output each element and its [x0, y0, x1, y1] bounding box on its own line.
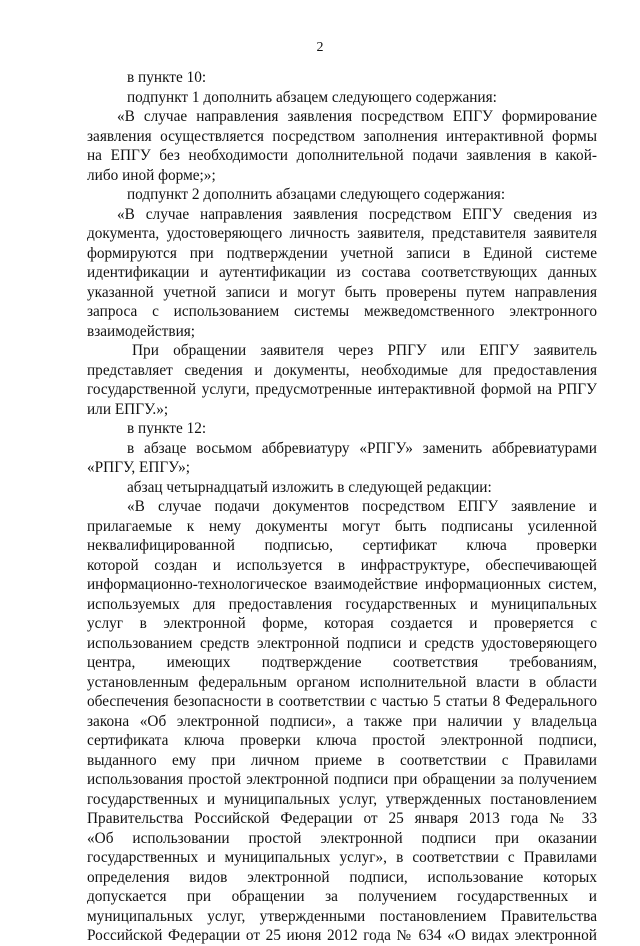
- text-line: муниципальных услуг, утвержденными постановлением Правительства: [87, 907, 597, 925]
- text-line: представляет сведения и документы, необходимые для предоставления: [87, 361, 597, 379]
- text-line: на ЕПГУ без необходимости дополнительной подачи заявления в какой-: [87, 147, 597, 164]
- text-line: «В случае направления заявления посредством ЕПГУ формирование: [117, 108, 597, 125]
- text-line: в абзаце восьмом аббревиатуру «РПГУ» заменить аббревиатурами: [127, 439, 597, 457]
- text-line: использованием средств электронной подписи и средств удостоверяющего: [87, 634, 597, 652]
- text-line: подпункт 1 дополнить абзацем следующего содержания:: [127, 88, 497, 106]
- text-line: центра, имеющих подтверждение соответствия требованиям,: [87, 654, 597, 671]
- text-line: формируются при подтверждении учетной записи в Единой системе: [87, 244, 597, 262]
- text-line: заявления осуществляется посредством заполнения интерактивной формы: [87, 127, 597, 145]
- text-line: обеспечения безопасности в соответствии с частью 5 статьи 8 Федерального: [87, 693, 597, 710]
- text-line: идентификации и аутентификации из состава соответствующих данных: [87, 264, 597, 281]
- text-line: которой создан и используется в инфраструктуре, обеспечивающей: [87, 556, 597, 574]
- text-line: запроса с использованием системы межведомственного электронного: [87, 303, 597, 320]
- text-line: неквалифицированной подписью, сертификат ключа проверки: [87, 537, 597, 554]
- text-line: подпункт 2 дополнить абзацами следующего содержания:: [127, 186, 506, 203]
- text-line: государственных и муниципальных услуг, утвержденных постановлением: [87, 790, 597, 808]
- text-line: или ЕПГУ.»;: [87, 400, 169, 418]
- text-line: государственных и муниципальных услуг», в соответствии с Правилами: [87, 849, 597, 866]
- text-line: выданного ему при личном приеме в соответствии с Правилами: [87, 751, 597, 769]
- text-line: «В случае направления заявления посредством ЕПГУ сведения из: [117, 205, 597, 223]
- text-line: в пункте 10:: [127, 69, 207, 86]
- text-line: используемых для предоставления государственных и муниципальных: [87, 595, 597, 613]
- text-line: закона «Об электронной подписи», а также при наличии у владельца: [87, 712, 597, 730]
- text-line: При обращении заявителя через РПГУ или ЕПГУ заявитель: [132, 342, 597, 359]
- text-line: определения видов электронной подписи, использование которых: [87, 868, 597, 886]
- text-line: Российской Федерации от 25 июня 2012 года № 634 «О видах электронной: [87, 927, 597, 944]
- document-body: [87, 68, 597, 946]
- text-line: документа, удостоверяющего личность заявителя, представителя заявителя: [87, 225, 597, 242]
- text-line: государственной услуги, предусмотренные интерактивной формой на РПГУ: [87, 381, 597, 398]
- text-line: информационно-технологическое взаимодействие информационных систем,: [87, 576, 597, 593]
- text-line: «В случае подачи документов посредством ЕПГУ заявление и: [127, 498, 597, 515]
- text-line: использования простой электронной подписи при обращении за получением: [87, 771, 597, 788]
- page-number: 2: [316, 40, 324, 55]
- text-line: сертификата ключа проверки ключа простой электронной подписи,: [87, 732, 597, 749]
- text-line: установленным федеральным органом исполнительной власти в области: [87, 673, 597, 691]
- text-line: либо иной форме;»;: [87, 166, 216, 184]
- text-line: допускается при обращении за получением государственных и: [87, 888, 597, 905]
- text-line: в пункте 12:: [127, 420, 207, 437]
- text-line: Правительства Российской Федерации от 25 января 2013 года № 33: [87, 810, 597, 827]
- text-line: прилагаемые к нему документы могут быть подписаны усиленной: [87, 517, 597, 535]
- text-line: «РПГУ, ЕПГУ»;: [87, 459, 191, 476]
- text-line: «Об использовании простой электронной подписи при оказании: [87, 829, 597, 847]
- text-line: абзац четырнадцатый изложить в следующей редакции:: [127, 478, 492, 496]
- text-line: указанной учетной записи и могут быть проверены путем направления: [87, 283, 597, 301]
- text-line: взаимодействия;: [87, 322, 196, 340]
- text-line: услуг в электронной форме, которая создается и проверяется с: [87, 615, 597, 632]
